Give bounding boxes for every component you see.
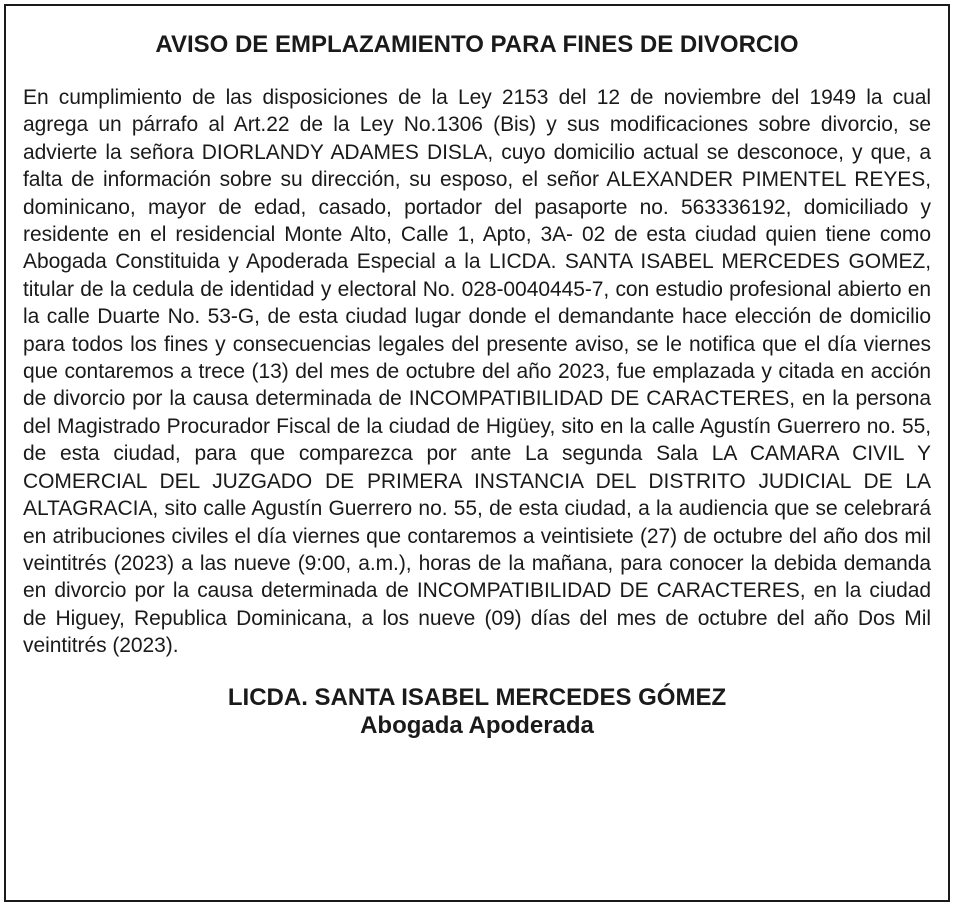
signature-block [23,684,931,740]
signature-name: LICDA. SANTA ISABEL MERCEDES GÓMEZ [227,683,727,711]
signature-role: Abogada Apoderada [360,711,594,739]
notice-title: AVISO DE EMPLAZAMIENTO PARA FINES DE DIVORCIO [155,31,799,58]
notice-body: En cumplimiento de las disposiciones de la Ley 2153 del 12 de noviembre del 1949 la cual agrega un párrafo al Art.22 de la Ley No.1306 (Bis) y sus modificaciones sobre divorcio, se advierte la señora DIORLANDY ADAMES DISLA, cuyo domicilio actual se desconoce, y que, a falta de información sobre su dirección, su esposo, el señor ALEXANDER PIMENTEL REYES, dominicano, mayor de edad, casado, portador del pasaporte no. 563336192, domiciliado y residente en el residencial Monte Alto, Calle 1, Apto, 3A- 02 de esta ciudad quien tiene como Abogada Constituida y Apoderada Especial a la LICDA. SANTA ISABEL MERCEDES GOMEZ, titular de la cedula de identidad y electoral No. 028-0040445-7, con estudio profesional abierto en la calle Duarte No. 53-G, de esta ciudad lugar donde el demandante hace elección de domicilio para todos los fines y consecuencias legales del presente aviso, se le notifica que el día viernes que contaremos a trece (13) del mes de octubre del año 2023, fue emplazada y citada en acción de divorcio por la causa determinada de INCOMPATIBILIDAD DE CARACTERES, en la persona del Magistrado Procurador Fiscal de la ciudad de Higüey, sito en la calle Agustín Guerrero no. 55, de esta ciudad, para que comparezca por ante La segunda Sala LA CAMARA CIVIL Y COMERCIAL DEL JUZGADO DE PRIMERA INSTANCIA DEL DISTRITO JUDICIAL DE LA ALTAGRACIA, sito calle Agustín Guerrero no. 55, de esta ciudad, a la audiencia que se celebrará en atribuciones civiles el día viernes que contaremos a veintisiete (27) de octubre del año dos mil veintitrés (2023) a las nueve (9:00, a.m.), horas de la mañana, para conocer la debida demanda en divorcio por la causa determinada de INCOMPATIBILIDAD DE CARACTERES, en la ciudad de Higuey, Republica Dominicana, a los nueve (09) días del mes de octubre del año Dos Mil veintitrés (2023). [23,86,931,658]
legal-notice [4,4,950,902]
